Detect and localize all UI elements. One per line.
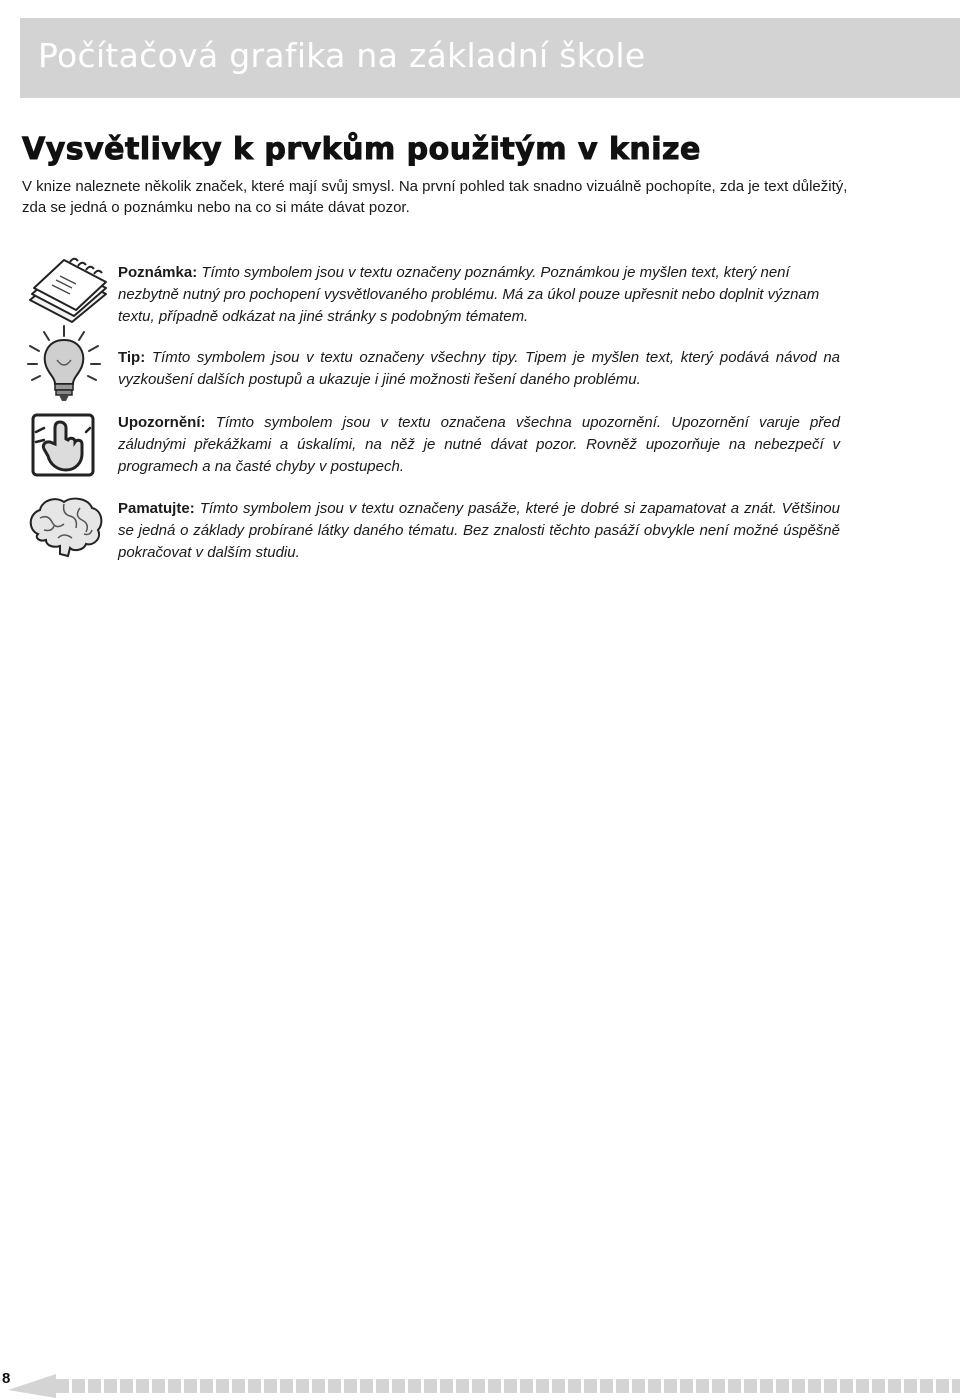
tip-text: Tímto symbolem jsou v textu označeny všechny tipy. Tipem je myšlen text, který podává návod na vyzkoušení dalších postupů a ukazuje i jiné možnosti řešení daného problému. [118,349,841,388]
remember-text: Tímto symbolem jsou v textu označeny pasáže, které je dobré si zapamatovat a znát. Většinou se jedná o základy probírané látky daného tématu. Bez znalosti těchto pasáží obvykle není možné úspěšně pokračovat v dalším studiu. [118,500,840,561]
raised-finger-icon [30,412,96,478]
intro-paragraph: V knize naleznete několik značek, které mají svůj smysl. Na první pohled tak snadno vizuálně pochopíte, zda je text důležitý, zda se jedná o poznámku nebo na co si máte dávat pozor. [22,178,848,216]
notepad-icon [26,254,110,324]
remember-label: Pamatujte: [118,500,195,517]
warning-label: Upozornění: [118,414,206,431]
book-title: Počítačová grafika na základní škole [38,36,646,75]
lightbulb-icon [24,324,104,404]
note-label: Poznámka: [118,264,198,281]
tip-label: Tip: [118,349,146,366]
tip-entry [118,347,840,391]
footer-strip [56,1379,960,1393]
warning-text: Tímto symbolem jsou v textu označena všechna upozornění. Upozornění varuje před záludnými překážkami a úskalími, na něž je nutné dávat pozor. Rovněž upozorňuje na nebezpečí v programech a na časté chyby v postupech. [118,414,840,475]
note-text: Tímto symbolem jsou v textu označeny poznámky. Poznámkou je myšlen text, který není nezbytně nutný pro pochopení vysvětlovaného problému. Má za úkol pouze upřesnit nebo doplnit význam textu, případně odkázat na jiné stránky s podobným tématem. [118,264,820,325]
brain-icon [24,494,106,560]
remember-entry [118,498,840,564]
footer-arrow-icon [0,1364,58,1398]
note-entry [118,262,840,328]
page-number: 8 [2,1370,11,1387]
section-heading: Vysvětlivky k prvkům použitým v knize [22,132,701,167]
warning-entry [118,412,840,478]
header-band [20,18,960,98]
